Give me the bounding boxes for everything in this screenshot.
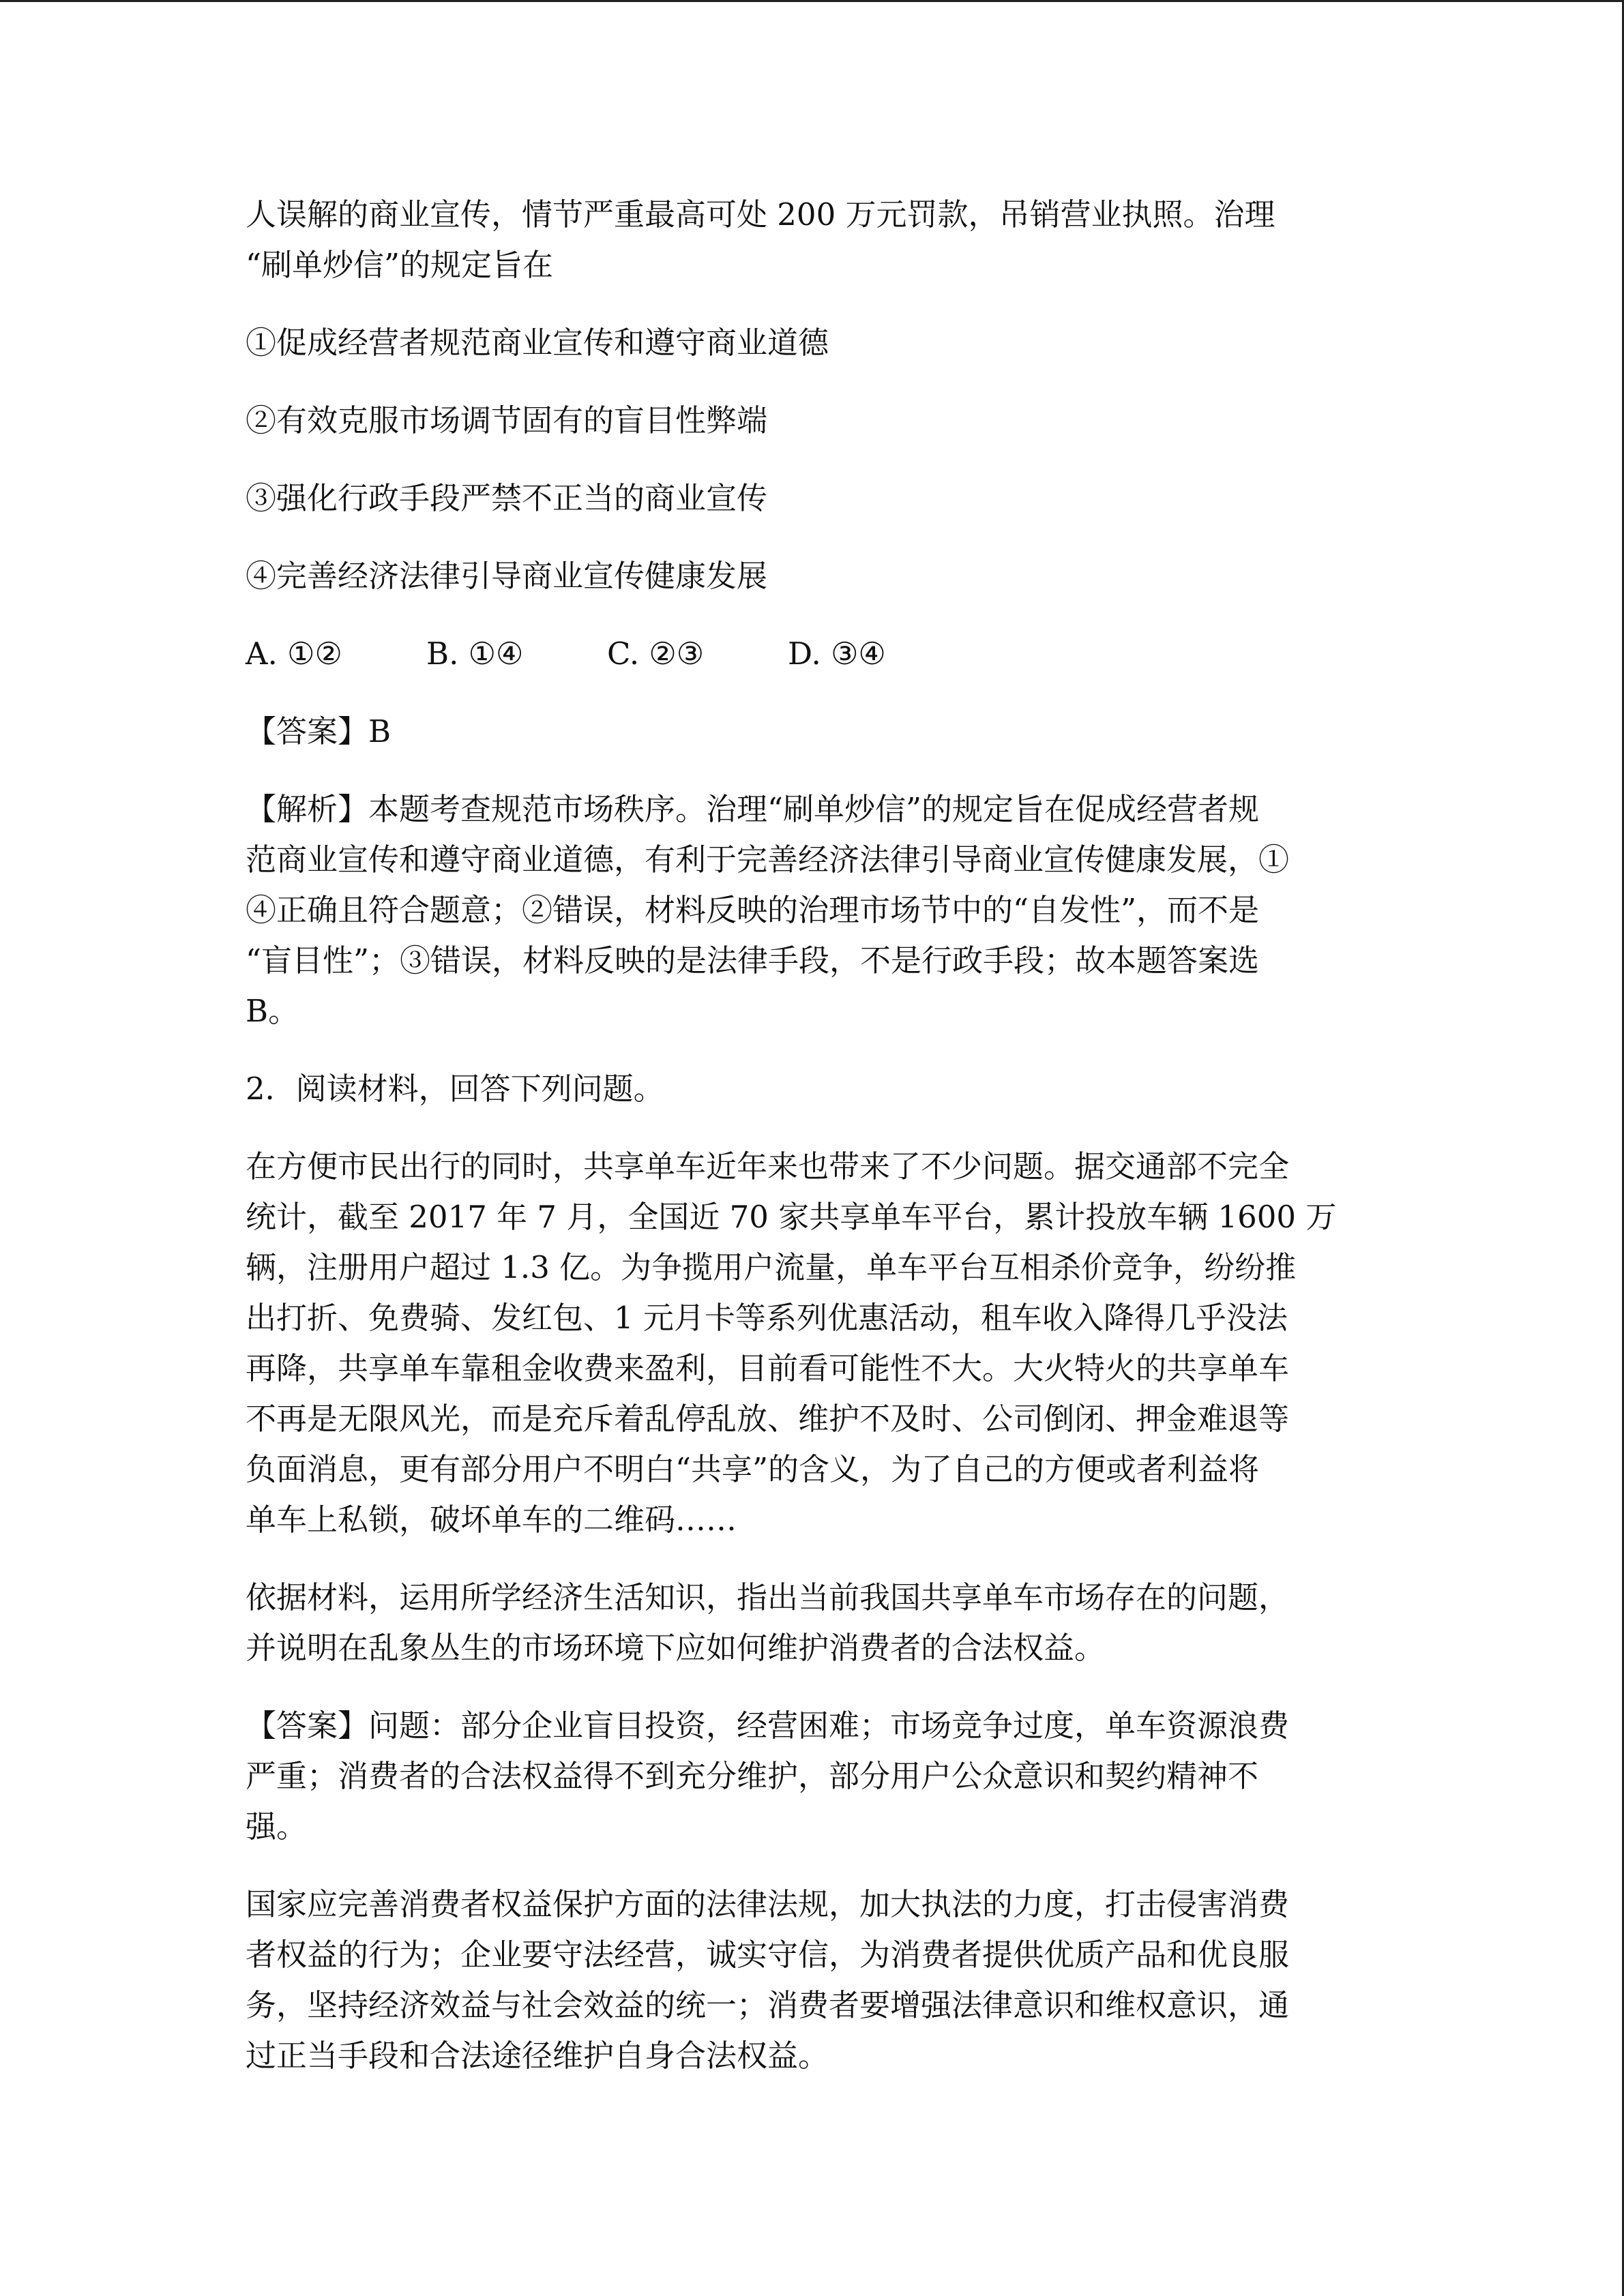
q1-item-3: ③强化行政手段严禁不正当的商业宣传	[246, 480, 768, 516]
q2-answer	[246, 1701, 1364, 1852]
q2-question	[246, 1572, 1364, 1673]
q2-title: 2．阅读材料，回答下列问题。	[246, 1071, 664, 1107]
q1-stem	[246, 190, 1364, 290]
q1-options	[246, 629, 1364, 679]
q2-answer-line-2: 严重；消费者的合法权益得不到充分维护，部分用户公众意识和契约精神不	[246, 1758, 1259, 1794]
q1-answer-value: B	[368, 713, 392, 749]
document-content	[246, 190, 1364, 2108]
q2-material-line-1: 在方便市民出行的同时，共享单车近年来也带来了不少问题。据交通部不完全	[246, 1148, 1290, 1184]
q1-option-c: C. ②③	[607, 636, 705, 672]
q2-answer2-line-3: 务，坚持经济效益与社会效益的统一；消费者要增强法律意识和维权意识，通	[246, 1987, 1290, 2023]
q2-answer-part-2	[246, 1879, 1364, 2081]
q2-material	[246, 1142, 1364, 1545]
q1-item-2: ②有效克服市场调节固有的盲目性弊端	[246, 402, 768, 438]
page-border-top	[0, 0, 1624, 2]
q1-analysis-line-4: “盲目性”；③错误，材料反映的是法律手段，不是行政手段；故本题答案选	[246, 942, 1260, 979]
q1-analysis-line-3: ④正确且符合题意；②错误，材料反映的治理市场节中的“自发性”，而不是	[246, 892, 1260, 928]
q2-question-line-2: 并说明在乱象丛生的市场环境下应如何维护消费者的合法权益。	[246, 1630, 1106, 1666]
q2-material-line-2: 统计，截至 2017 年 7 月，全国近 70 家共享单车平台，累计投放车辆 1600 万	[246, 1199, 1337, 1235]
q2-answer-tag: 【答案】	[246, 1708, 369, 1744]
q2-question-line-1: 依据材料，运用所学经济生活知识，指出当前我国共享单车市场存在的问题，	[246, 1579, 1290, 1615]
q2-answer2-line-4: 过正当手段和合法途径维护自身合法权益。	[246, 2038, 829, 2074]
q1-stem-line-2: “刷单炒信”的规定旨在	[246, 247, 554, 283]
q1-answer-tag: 【答案】	[246, 713, 369, 749]
q1-option-b: B. ①④	[426, 636, 524, 672]
q1-item-1: ①促成经营者规范商业宣传和遵守商业道德	[246, 325, 829, 361]
q1-analysis-line-1: 本题考查规范市场秩序。治理“刷单炒信”的规定旨在促成经营者规	[368, 791, 1260, 827]
q1-option-a: A. ①②	[246, 636, 342, 672]
q1-analysis-tag: 【解析】	[246, 791, 369, 827]
q1-answer	[246, 706, 1364, 757]
q1-option-d: D. ③④	[788, 636, 886, 672]
q2-material-line-7: 负面消息，更有部分用户不明白“共享”的含义，为了自己的方便或者利益将	[246, 1451, 1260, 1487]
q1-analysis-line-5: B。	[246, 993, 299, 1029]
q2-answer2-line-1: 国家应完善消费者权益保护方面的法律法规，加大执法的力度，打击侵害消费	[246, 1886, 1290, 1922]
q2-answer-line-1: 问题：部分企业盲目投资，经营困难；市场竞争过度，单车资源浪费	[368, 1708, 1290, 1744]
q2-answer-line-3: 强。	[246, 1808, 308, 1845]
q2-material-line-8: 单车上私锁，破坏单车的二维码……	[246, 1502, 737, 1538]
q2-material-line-4: 出打折、免费骑、发红包、1 元月卡等系列优惠活动，租车收入降得几乎没法	[246, 1300, 1288, 1336]
q1-analysis-line-2: 范商业宣传和遵守商业道德，有利于完善经济法律引导商业宣传健康发展，①	[246, 841, 1290, 878]
q2-material-line-6: 不再是无限风光，而是充斥着乱停乱放、维护不及时、公司倒闭、押金难退等	[246, 1401, 1290, 1437]
q1-stem-line-1: 人误解的商业宣传，情节严重最高可处 200 万元罚款，吊销营业执照。治理	[246, 196, 1275, 233]
q2-answer2-line-2: 者权益的行为；企业要守法经营，诚实守信，为消费者提供优质产品和优良服	[246, 1937, 1290, 1973]
q2-material-line-5: 再降，共享单车靠租金收费来盈利，目前看可能性不大。大火特火的共享单车	[246, 1350, 1290, 1386]
q1-item-4: ④完善经济法律引导商业宣传健康发展	[246, 558, 768, 594]
q1-analysis	[246, 784, 1364, 1037]
q2-material-line-3: 辆，注册用户超过 1.3 亿。为争揽用户流量，单车平台互相杀价竞争，纷纷推	[246, 1249, 1297, 1285]
